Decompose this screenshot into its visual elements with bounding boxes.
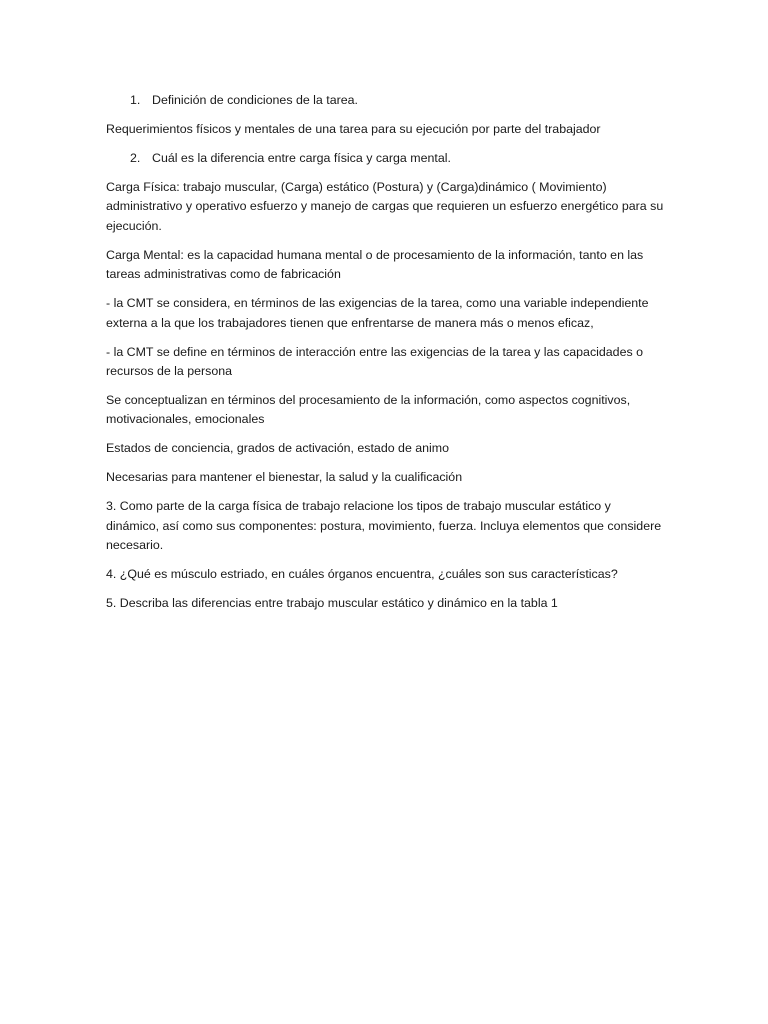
document-page	[106, 91, 666, 623]
question-2	[106, 149, 666, 168]
question-1-text: Definición de condiciones de la tarea.	[152, 93, 358, 107]
necessary-paragraph: Necesarias para mantener el bienestar, la salud y la cualificación	[106, 470, 463, 485]
conceptualization-paragraph: Se conceptualizan en términos del procesamiento de la información, como aspectos cognitivos, motivacionales, emocionales	[106, 393, 631, 427]
question-5: 5. Describa las diferencias entre trabajo muscular estático y dinámico en la tabla 1	[106, 596, 558, 611]
cmt-definition-1: - la CMT se considera, en términos de las exigencias de la tarea, como una variable independiente externa a la que los trabajadores tienen que enfrentarse de manera más o menos eficaz,	[106, 296, 649, 330]
answer-2-carga-fisica: Carga Física: trabajo muscular, (Carga) estático (Postura) y (Carga)dinámico ( Movimiento) administrativo y operativo esfuerzo y manejo de cargas que requieren un esfuerzo energético para su ejecución.	[106, 180, 664, 233]
answer-2-carga-mental: Carga Mental: es la capacidad humana mental o de procesamiento de la información, tanto en las tareas administrativas como de fabricación	[106, 247, 644, 282]
cmt-definition-2: - la CMT se define en términos de interacción entre las exigencias de la tarea y las capacidades o recursos de la persona	[106, 344, 643, 379]
question-1-number: 1.	[130, 93, 141, 107]
question-3: 3. Como parte de la carga física de trabajo relacione los tipos de trabajo muscular estático y dinámico, así como sus componentes: postura, movimiento, fuerza. Incluya elementos que considere necesario.	[106, 499, 662, 553]
question-1	[106, 91, 666, 110]
question-2-text: Cuál es la diferencia entre carga física y carga mental.	[152, 151, 451, 165]
question-4: 4. ¿Qué es músculo estriado, en cuáles órganos encuentra, ¿cuáles son sus características?	[106, 567, 618, 582]
question-2-number: 2.	[130, 151, 141, 165]
answer-1: Requerimientos físicos y mentales de una tarea para su ejecución por parte del trabajador	[106, 122, 601, 136]
states-paragraph: Estados de conciencia, grados de activación, estado de animo	[106, 441, 450, 456]
